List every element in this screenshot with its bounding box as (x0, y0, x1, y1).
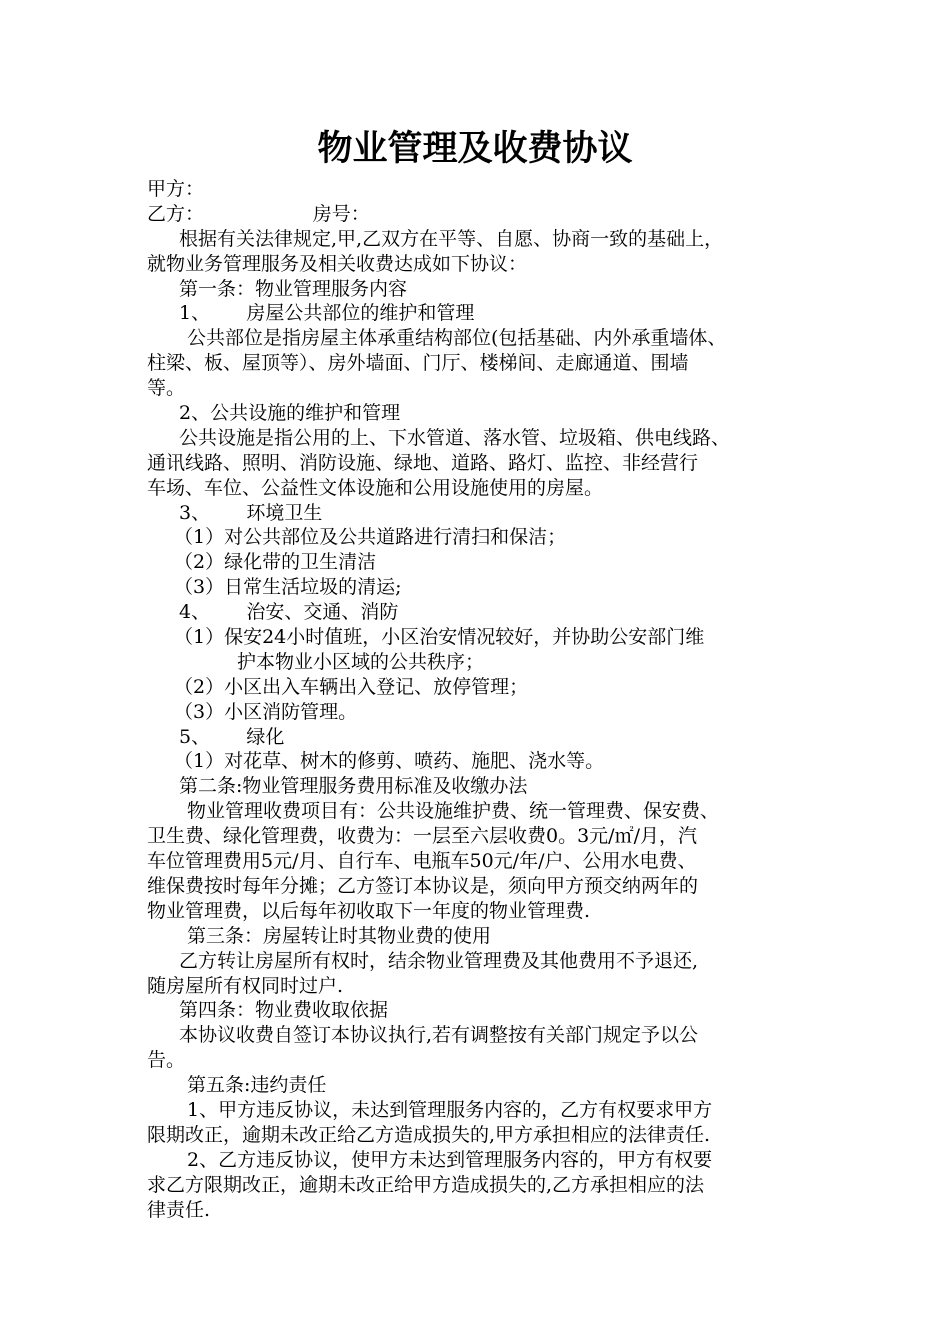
document-body (147, 177, 827, 1222)
section-heading: 3、 环境卫生 (179, 501, 323, 524)
paragraph-line: 随房屋所有权同时过户. (147, 974, 344, 997)
article-heading: 第五条:违约责任 (187, 1074, 327, 1097)
section-heading: 1、 房屋公共部位的维护和管理 (179, 302, 475, 325)
paragraph-line: 求乙方限期改正，逾期未改正给甲方造成损失的,乙方承担相应的法 (147, 1173, 705, 1196)
paragraph-line: 乙方转让房屋所有权时，结余物业管理费及其他费用不予退还, (179, 949, 699, 972)
paragraph-line: 公共部位是指房屋主体承重结构部位(包括基础、内外承重墙体、 (187, 327, 727, 350)
paragraph-line: 柱梁、板、屋顶等）、房外墙面、门厅、楼梯间、走廊通道、围墙 (147, 352, 689, 375)
list-item-continuation: 护本物业小区域的公共秩序； (237, 650, 485, 673)
list-item: （2）小区出入车辆出入登记、放停管理； (174, 675, 529, 698)
paragraph-line: 1、甲方违反协议，未达到管理服务内容的，乙方有权要求甲方 (187, 1098, 713, 1121)
article-heading: 第四条：物业费收取依据 (179, 999, 389, 1022)
paragraph-line: 本协议收费自签订本协议执行,若有调整按有关部门规定予以公 (179, 1024, 699, 1047)
paragraph-line: 告。 (147, 1049, 186, 1072)
party-b-line: 乙方： 房号： (147, 202, 370, 225)
document-title: 物业管理及收费协议 (317, 129, 633, 169)
paragraph-line: 维保费按时每年分摊；乙方签订本协议是，须向甲方预交纳两年的 (147, 874, 699, 897)
list-item: （1）对公共部位及公共道路进行清扫和保洁； (174, 526, 567, 549)
paragraph-line: 物业管理费，以后每年初收取下一年度的物业管理费. (147, 899, 591, 922)
paragraph-line: 等。 (147, 377, 186, 400)
list-item: （3）日常生活垃圾的清运; (174, 576, 402, 599)
section-heading: 5、 绿化 (179, 725, 285, 748)
section-heading: 4、 治安、交通、消防 (179, 601, 399, 624)
paragraph-line: 律责任. (147, 1198, 211, 1221)
paragraph-line: 限期改正，逾期未改正给乙方造成损失的,甲方承担相应的法律责任. (147, 1123, 711, 1146)
list-item: （3）小区消防管理。 (174, 700, 358, 723)
list-item: （1）对花草、树木的修剪、喷药、施肥、浇水等。 (174, 750, 605, 773)
article-heading: 第二条:物业管理服务费用标准及收缴办法 (179, 775, 528, 798)
paragraph-line: 卫生费、绿化管理费，收费为：一层至六层收费0。3元/㎡/月，汽 (147, 825, 697, 848)
paragraph-line: 车位管理费用5元/月、自行车、电瓶车50元/年/户、公用水电费、 (147, 850, 697, 873)
paragraph-line: 通讯线路、照明、消防设施、绿地、道路、路灯、监控、非经营行 (147, 451, 699, 474)
article-heading: 第三条：房屋转让时其物业费的使用 (187, 924, 492, 947)
paragraph-line: 2、乙方违反协议，使甲方未达到管理服务内容的，甲方有权要 (187, 1148, 713, 1171)
paragraph-line: 车场、车位、公益性文体设施和公用设施使用的房屋。 (147, 476, 604, 499)
paragraph-line: 物业管理收费项目有：公共设施维护费、统一管理费、保安费、 (187, 800, 720, 823)
preamble-line: 根据有关法律规定,甲,乙双方在平等、自愿、协商一致的基础上， (179, 227, 724, 250)
paragraph-line: 公共设施是指公用的上、下水管道、落水管、垃圾箱、供电线路、 (179, 426, 731, 449)
list-item: （2）绿化带的卫生清洁 (174, 551, 377, 574)
party-a-line: 甲方： (147, 178, 205, 200)
preamble-line: 就物业务管理服务及相关收费达成如下协议： (147, 252, 528, 275)
list-item: （1）保安24小时值班，小区治安情况较好，并协助公安部门维 (174, 626, 705, 649)
article-heading: 第一条：物业管理服务内容 (179, 277, 408, 300)
section-heading: 2、公共设施的维护和管理 (179, 402, 401, 425)
